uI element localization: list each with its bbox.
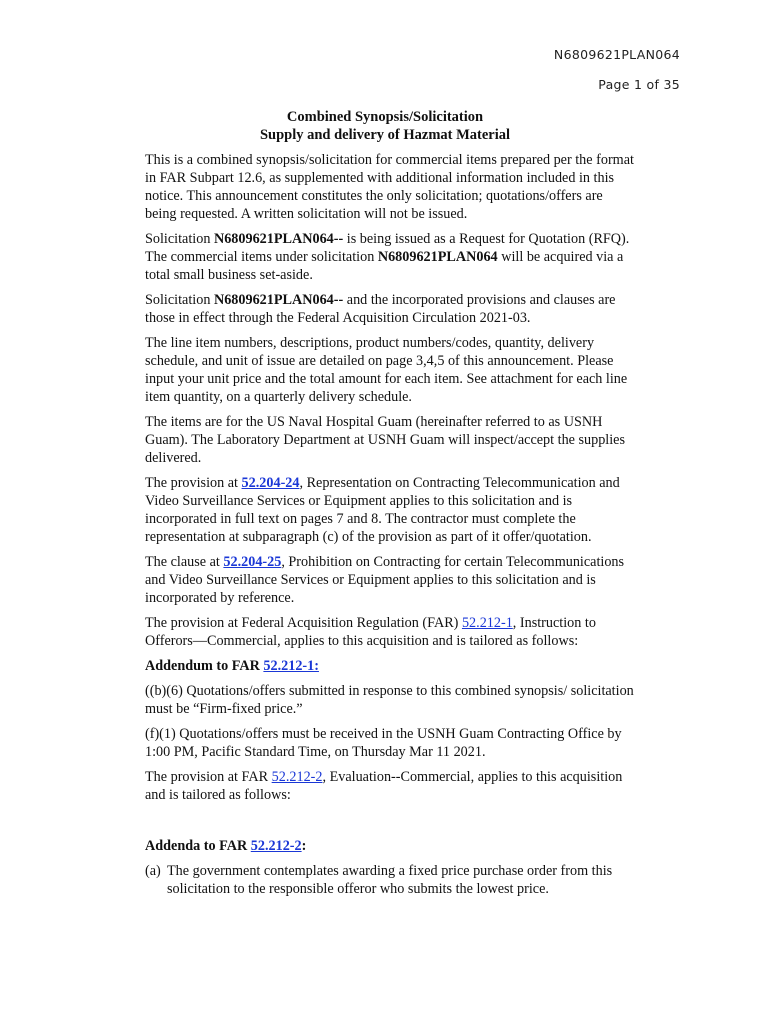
paragraph-provision-52-212-1: The provision at Federal Acquisition Regulation (FAR) 52.212-1, Instruction to Offerors—Commercial, applies to this acquisition and is tailored as follows: [145,615,596,649]
list-item-label: (a) [145,863,161,879]
heading-addendum-52-212-1: Addendum to FAR 52.212-1: [145,658,319,674]
paragraph-intro: This is a combined synopsis/solicitation for commercial items prepared per the format in FAR Subpart 12.6, as supplemented with additional information included in this notice. This announcement constitutes the only solicitation; quotations/offers are being requested. A written solicitation will not be issued. [145,152,634,222]
paragraph-provision-52-204-24: The provision at 52.204-24, Representation on Contracting Telecommunication and Video Surveillance Services or Equipment applies to this solicitation and is incorporated in full text on pages 7 and 8. The contractor must complete the representation at subparagraph (c) of the provision as part of it offer/quotation. [145,475,620,545]
link-52-204-24[interactable]: 52.204-24 [241,475,300,491]
title-line-1: Combined Synopsis/Solicitation [286,109,484,125]
link-52-204-25[interactable]: 52.204-25 [223,554,282,570]
paragraph-provision-52-212-2: The provision at FAR 52.212-2, Evaluation--Commercial, applies to this acquisition and is tailored as follows: [145,769,623,803]
paragraph-firm-fixed-price: ((b)(6) Quotations/offers submitted in response to this combined synopsis/ solicitation must be “Firm-fixed price.” [145,683,634,717]
link-52-212-2-addenda[interactable]: 52.212-2 [250,838,302,854]
paragraph-solicitation-provisions: Solicitation N6809621PLAN064-- and the incorporated provisions and clauses are those in effect through the Federal Acquisition Circulation 2021-03. [145,292,616,326]
spacer [145,811,635,837]
paragraph-line-items: The line item numbers, descriptions, product numbers/codes, quantity, delivery schedule, and unit of issue are detailed on page 3,4,5 of this announcement. Please input your unit price and the total amount for each item. See attachment for each line item quantity, on a quarterly delivery schedule. [145,335,628,405]
page-number: Page 1 of 35 [598,77,680,92]
document-id: N6809621PLAN064 [553,47,680,62]
document-body [145,151,635,898]
link-52-212-2[interactable]: 52.212-2 [271,769,323,785]
paragraph-naval-hospital: The items are for the US Naval Hospital Guam (hereinafter referred to as USNH Guam). The Laboratory Department at USNH Guam will inspect/accept the supplies delivered. [145,414,626,466]
link-52-212-1[interactable]: 52.212-1 [461,615,513,631]
paragraph-clause-52-204-25: The clause at 52.204-25, Prohibition on Contracting for certain Telecommunications and Video Surveillance Services or Equipment applies to this solicitation and is incorporated by reference. [145,554,625,606]
link-52-212-1-addendum[interactable]: 52.212-1: [263,658,319,674]
title-line-2: Supply and delivery of Hazmat Material [259,127,511,143]
paragraph-solicitation-rfq: Solicitation N6809621PLAN064-- is being issued as a Request for Quotation (RFQ). The commercial items under solicitation N6809621PLAN064 will be acquired via a total small business set-aside. [145,231,630,283]
list-item-a [145,862,635,898]
heading-addenda-52-212-2: Addenda to FAR 52.212-2: [145,838,307,854]
paragraph-deadline: (f)(1) Quotations/offers must be received in the USNH Guam Contracting Office by 1:00 PM, Pacific Standard Time, on Thursday Mar 11 2021. [145,726,622,760]
list-item-text: The government contemplates awarding a fixed price purchase order from this solicitation to the responsible offeror who submits the lowest price. [167,863,613,897]
